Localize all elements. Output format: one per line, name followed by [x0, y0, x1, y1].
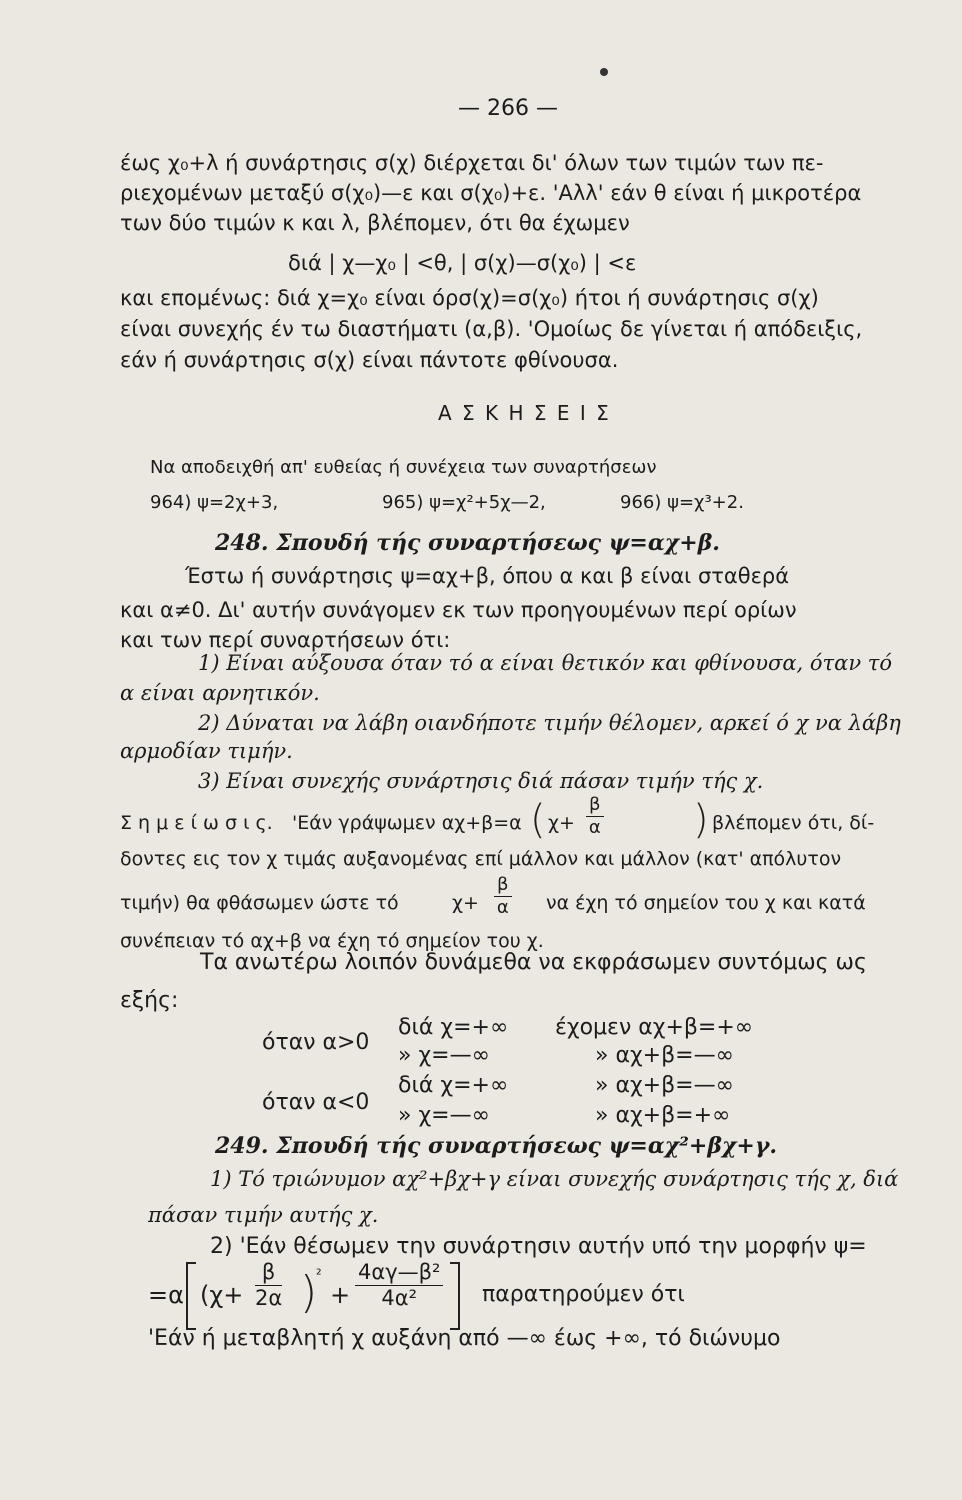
- bracket-close: [450, 1262, 460, 1330]
- property-2-cont: αρμοδίαν τιμήν.: [120, 739, 293, 763]
- fraction-numerator: β: [586, 796, 604, 817]
- fraction-discriminant: [352, 1262, 446, 1309]
- text-line: Τα ανωτέρω λοιπόν δυνάμεθα να εκφράσωμεν συντόμως ως: [200, 950, 867, 975]
- note-text: βλέπομεν ότι, δί-: [712, 812, 875, 834]
- ink-spot: [600, 68, 608, 76]
- property-3: 3) Είναι συνεχής συνάρτησις διά πάσαν τιμήν τής χ.: [198, 769, 764, 793]
- paren-close: ): [693, 797, 709, 843]
- formula-square: ²: [316, 1267, 322, 1283]
- bracket-open: [186, 1262, 196, 1330]
- note-text: δοντες εις τον χ τιμάς αυξανομένας επί μάλλον και μάλλον (κατ' απόλυτον: [120, 848, 842, 870]
- paren-open: (: [530, 797, 546, 843]
- text-line: εάν ή συνάρτησις σ(χ) είναι πάντοτε φθίνουσα.: [120, 348, 619, 372]
- fraction-denominator: 2α: [255, 1286, 283, 1310]
- note-text: συνέπειαν τό αχ+β να έχη τό σημείον του χ.: [120, 930, 544, 952]
- table-cell: » χ=—∞: [398, 1043, 490, 1068]
- formula-tail: παρατηρούμεν ότι: [482, 1282, 685, 1307]
- property-1: 1) Τό τριώνυμον αχ²+βχ+γ είναι συνεχής συνάρτησις τής χ, διά: [210, 1167, 899, 1191]
- fraction-numerator: 4αγ—β²: [355, 1262, 443, 1286]
- note-expr: χ+: [452, 892, 479, 914]
- note-text: 'Εάν γράψωμεν αχ+β=α: [292, 812, 522, 834]
- text-line: ριεχομένων μεταξύ σ(χ₀)—ε και σ(χ₀)+ε. 'Αλλ' εάν θ είναι ή μικροτέρα: [120, 181, 862, 205]
- section-249-title: 249. Σπουδή τής συναρτήσεως ψ=αχ²+βχ+γ.: [215, 1133, 778, 1159]
- property-1-cont: α είναι αρνητικόν.: [120, 681, 320, 705]
- fraction-beta-alpha: [491, 876, 515, 917]
- note-label: Σ η μ ε ί ω σ ι ς.: [120, 812, 273, 834]
- table-cell: » χ=—∞: [398, 1103, 490, 1128]
- fraction-denominator: α: [588, 817, 601, 838]
- text-line: 2) 'Εάν θέσωμεν την συνάρτησιν αυτήν υπό την μορφήν ψ=: [210, 1234, 867, 1259]
- text-line: Έστω ή συνάρτησις ψ=αχ+β, όπου α και β είναι σταθερά: [185, 564, 790, 588]
- exercises-heading: Α Σ Κ Η Σ Ε Ι Σ: [438, 401, 611, 425]
- table-cell: » αχ+β=—∞: [595, 1073, 734, 1098]
- text-line: και των περί συναρτήσεων ότι:: [120, 628, 451, 652]
- property-1: 1) Είναι αύξουσα όταν τό α είναι θετικόν και φθίνουσα, όταν τό: [198, 651, 893, 675]
- fraction-denominator: 4α²: [381, 1286, 418, 1310]
- exercise-966: 966) ψ=χ³+2.: [620, 492, 744, 513]
- table-cell: » αχ+β=—∞: [595, 1043, 734, 1068]
- inequality-line: διά | χ—χ₀ | <θ, | σ(χ)—σ(χ₀) | <ε: [288, 251, 637, 275]
- note-text: να έχη τό σημείον του χ και κατά: [546, 892, 866, 914]
- table-cell: διά χ=+∞: [398, 1015, 509, 1040]
- text-line: είναι συνεχής έν τω διαστήματι (α,β). 'Ομοίως δε γίνεται ή απόδειξις,: [120, 317, 863, 341]
- table-cell: διά χ=+∞: [398, 1073, 509, 1098]
- fraction-denominator: α: [496, 897, 509, 918]
- formula-plus: +: [330, 1281, 351, 1309]
- text-line: των δύο τιμών κ και λ, βλέπομεν, ότι θα έχωμεν: [120, 211, 630, 235]
- exercises-intro: Να αποδειχθή απ' ευθείας ή συνέχεια των συναρτήσεων: [150, 457, 657, 478]
- text-line: 'Εάν ή μεταβλητή χ αυξάνη από —∞ έως +∞, τό διώνυμο: [148, 1326, 781, 1351]
- table-cell: » αχ+β=+∞: [595, 1103, 731, 1128]
- property-1-cont: πάσαν τιμήν αυτής χ.: [148, 1203, 379, 1227]
- page-number: — 266 —: [458, 96, 558, 121]
- fraction-beta-2alpha: [252, 1262, 285, 1309]
- text-line: και επομένως: διά χ=χ₀ είναι όρσ(χ)=σ(χ₀) ήτοι ή συνάρτησις σ(χ): [120, 286, 819, 310]
- table-cell: έχομεν αχ+β=+∞: [555, 1015, 754, 1040]
- section-248-title: 248. Σπουδή τής συναρτήσεως ψ=αχ+β.: [215, 530, 720, 556]
- fraction-numerator: β: [255, 1262, 282, 1286]
- text-line: έως χ₀+λ ή συνάρτησις σ(χ) διέρχεται δι' όλων των τιμών των πε-: [120, 151, 824, 175]
- formula-x: (χ+: [200, 1281, 244, 1309]
- exercise-964: 964) ψ=2χ+3,: [150, 492, 279, 513]
- text-line: εξής:: [120, 988, 179, 1013]
- formula-lead: =α: [148, 1281, 184, 1309]
- fraction-beta-alpha: [583, 796, 607, 837]
- paren-close: ): [300, 1267, 318, 1318]
- exercise-965: 965) ψ=χ²+5χ—2,: [382, 492, 546, 513]
- case-a-positive: όταν α>0: [262, 1030, 370, 1055]
- case-a-negative: όταν α<0: [262, 1090, 370, 1115]
- fraction-numerator: β: [494, 876, 512, 897]
- note-expr: χ+: [548, 812, 575, 834]
- note-text: τιμήν) θα φθάσωμεν ώστε τό: [120, 892, 399, 914]
- property-2: 2) Δύναται να λάβη οιανδήποτε τιμήν θέλομεν, αρκεί ό χ να λάβη: [198, 711, 901, 735]
- text-line: και α≠0. Δι' αυτήν συνάγομεν εκ των προηγουμένων περί ορίων: [120, 598, 797, 622]
